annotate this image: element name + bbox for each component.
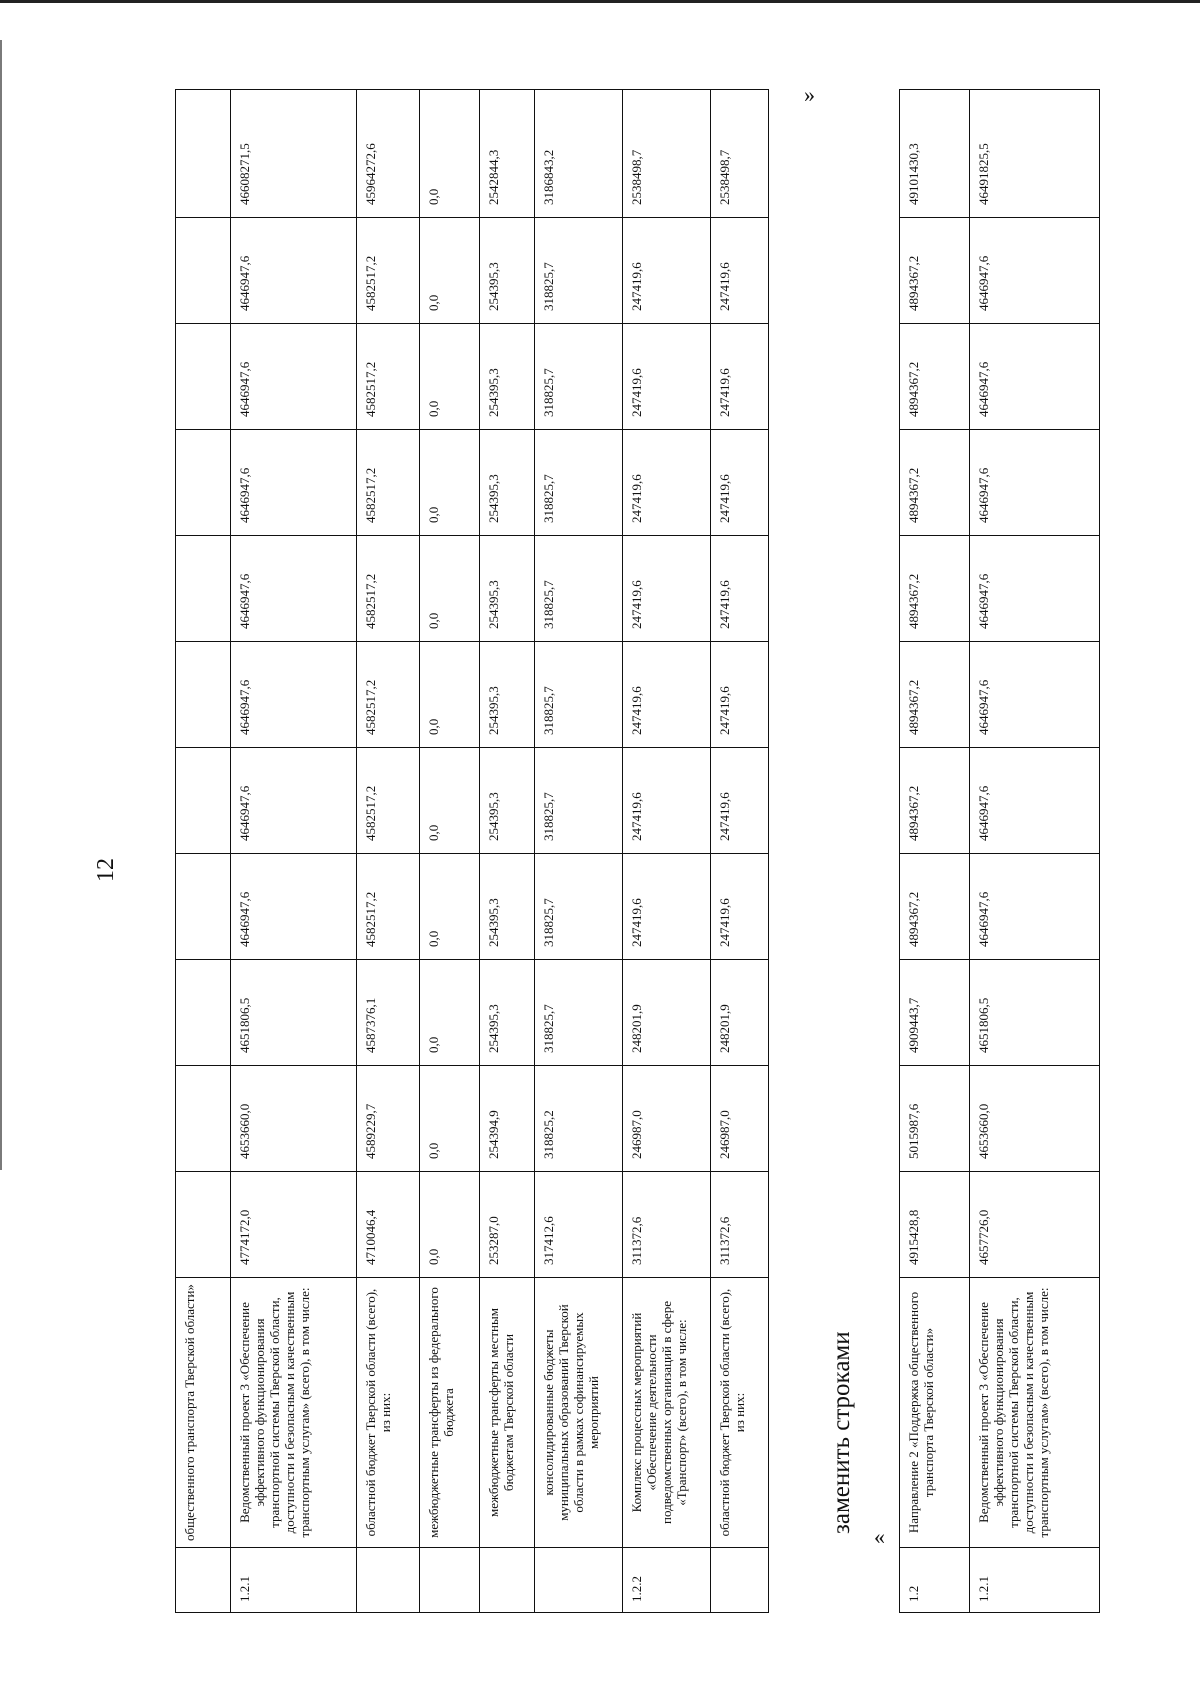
year-value-cell: 4646947,6 <box>231 748 357 854</box>
year-value-cell: 4582517,2 <box>357 536 420 642</box>
row-code-cell <box>420 1548 480 1613</box>
year-value-cell: 254395,3 <box>480 536 535 642</box>
year-value-cell <box>176 960 231 1066</box>
year-value-cell <box>176 1172 231 1278</box>
year-value-cell: 0,0 <box>420 748 480 854</box>
total-value-cell: 46491825,5 <box>970 90 1100 218</box>
year-value-cell: 318825,7 <box>535 960 623 1066</box>
table-row <box>420 90 480 1613</box>
year-value-cell: 318825,7 <box>535 748 623 854</box>
year-value-cell: 4582517,2 <box>357 430 420 536</box>
total-value-cell: 45964272,6 <box>357 90 420 218</box>
row-description-cell: Ведомственный проект 3 «Обеспечение эффективного функционирования транспортной системы Тверской области, доступности и безопасным и качественным транспортным услугам» (всего), в том числе: <box>970 1278 1100 1548</box>
year-value-cell: 4653660,0 <box>231 1066 357 1172</box>
row-code-cell <box>357 1548 420 1613</box>
year-value-cell: 4894367,2 <box>900 748 970 854</box>
year-value-cell: 4646947,6 <box>970 642 1100 748</box>
year-value-cell: 254395,3 <box>480 748 535 854</box>
year-value-cell: 0,0 <box>420 430 480 536</box>
year-value-cell: 318825,2 <box>535 1066 623 1172</box>
total-value-cell: 2542844,3 <box>480 90 535 218</box>
year-value-cell: 318825,7 <box>535 536 623 642</box>
year-value-cell: 4582517,2 <box>357 642 420 748</box>
year-value-cell: 246987,0 <box>711 1066 769 1172</box>
year-value-cell: 254395,3 <box>480 430 535 536</box>
total-value-cell: 2538498,7 <box>623 90 711 218</box>
year-value-cell: 4894367,2 <box>900 854 970 960</box>
year-value-cell: 4646947,6 <box>970 324 1100 430</box>
year-value-cell: 317412,6 <box>535 1172 623 1278</box>
table-row <box>970 90 1100 1613</box>
year-value-cell: 254395,3 <box>480 960 535 1066</box>
year-value-cell: 247419,6 <box>711 536 769 642</box>
year-value-cell: 4646947,6 <box>231 642 357 748</box>
table-row <box>480 90 535 1613</box>
row-description-cell: межбюджетные трансферты местным бюджетам Тверской области <box>480 1278 535 1548</box>
year-value-cell: 4774172,0 <box>231 1172 357 1278</box>
row-code-cell: 1.2.1 <box>970 1548 1100 1613</box>
year-value-cell: 254394,9 <box>480 1066 535 1172</box>
year-value-cell: 318825,7 <box>535 642 623 748</box>
page-number: 12 <box>93 858 119 882</box>
total-value-cell: 3186843,2 <box>535 90 623 218</box>
row-code-cell: 1.2 <box>900 1548 970 1613</box>
year-value-cell: 4651806,5 <box>970 960 1100 1066</box>
year-value-cell: 4646947,6 <box>970 748 1100 854</box>
row-description-cell: областной бюджет Тверской области (всего), из них: <box>357 1278 420 1548</box>
year-value-cell: 4646947,6 <box>231 854 357 960</box>
year-value-cell: 0,0 <box>420 960 480 1066</box>
year-value-cell: 0,0 <box>420 218 480 324</box>
table-row <box>900 90 970 1613</box>
year-value-cell: 4646947,6 <box>231 218 357 324</box>
table-row <box>623 90 711 1613</box>
year-value-cell: 247419,6 <box>623 748 711 854</box>
year-value-cell: 0,0 <box>420 1066 480 1172</box>
scan-edge-top <box>0 0 1200 3</box>
year-value-cell: 318825,7 <box>535 324 623 430</box>
year-value-cell: 253287,0 <box>480 1172 535 1278</box>
year-value-cell: 4653660,0 <box>970 1066 1100 1172</box>
year-value-cell: 4646947,6 <box>231 324 357 430</box>
year-value-cell: 0,0 <box>420 536 480 642</box>
year-value-cell: 247419,6 <box>623 854 711 960</box>
row-description-cell: Ведомственный проект 3 «Обеспечение эффективного функционирования транспортной системы Тверской области, доступности и безопасным и качественным транспортным услугам» (всего), в том числе: <box>231 1278 357 1548</box>
year-value-cell: 4894367,2 <box>900 536 970 642</box>
year-value-cell: 4646947,6 <box>970 430 1100 536</box>
year-value-cell: 318825,7 <box>535 854 623 960</box>
year-value-cell: 0,0 <box>420 642 480 748</box>
year-value-cell: 247419,6 <box>711 854 769 960</box>
table-row <box>535 90 623 1613</box>
budget-table-top <box>175 89 769 1613</box>
year-value-cell: 4646947,6 <box>970 536 1100 642</box>
year-value-cell: 4646947,6 <box>970 854 1100 960</box>
scan-edge-left <box>0 40 2 1170</box>
year-value-cell <box>176 218 231 324</box>
year-value-cell <box>176 854 231 960</box>
year-value-cell <box>176 642 231 748</box>
year-value-cell: 318825,7 <box>535 430 623 536</box>
year-value-cell: 4657726,0 <box>970 1172 1100 1278</box>
year-value-cell: 246987,0 <box>623 1066 711 1172</box>
total-value-cell <box>176 90 231 218</box>
year-value-cell: 247419,6 <box>711 748 769 854</box>
year-value-cell: 4894367,2 <box>900 430 970 536</box>
year-value-cell: 4582517,2 <box>357 324 420 430</box>
row-description-cell: межбюджетные трансферты из федерального бюджета <box>420 1278 480 1548</box>
year-value-cell <box>176 324 231 430</box>
year-value-cell: 248201,9 <box>711 960 769 1066</box>
opening-quote-mark: « <box>874 1524 885 1549</box>
row-code-cell: 1.2.2 <box>623 1548 711 1613</box>
total-value-cell: 46608271,5 <box>231 90 357 218</box>
year-value-cell: 247419,6 <box>623 536 711 642</box>
year-value-cell <box>176 536 231 642</box>
year-value-cell: 4894367,2 <box>900 218 970 324</box>
year-value-cell: 4646947,6 <box>231 430 357 536</box>
row-description-cell: Комплекс процессных мероприятий «Обеспечение деятельности подведомственных организаций в сфере «Транспорт» (всего), в том числе: <box>623 1278 711 1548</box>
year-value-cell: 4589229,7 <box>357 1066 420 1172</box>
year-value-cell: 4915428,8 <box>900 1172 970 1278</box>
year-value-cell: 4582517,2 <box>357 218 420 324</box>
year-value-cell: 247419,6 <box>623 324 711 430</box>
year-value-cell: 0,0 <box>420 854 480 960</box>
year-value-cell: 0,0 <box>420 1172 480 1278</box>
year-value-cell: 4646947,6 <box>231 536 357 642</box>
budget-table-bottom <box>899 89 1100 1613</box>
row-code-cell <box>535 1548 623 1613</box>
year-value-cell: 4894367,2 <box>900 642 970 748</box>
year-value-cell: 248201,9 <box>623 960 711 1066</box>
year-value-cell: 247419,6 <box>623 218 711 324</box>
row-description-cell: областной бюджет Тверской области (всего), из них: <box>711 1278 769 1548</box>
year-value-cell: 4651806,5 <box>231 960 357 1066</box>
year-value-cell: 4710046,4 <box>357 1172 420 1278</box>
replace-instruction: заменить строками <box>828 1331 855 1534</box>
year-value-cell: 4894367,2 <box>900 324 970 430</box>
year-value-cell: 311372,6 <box>711 1172 769 1278</box>
year-value-cell: 247419,6 <box>711 324 769 430</box>
row-code-cell <box>480 1548 535 1613</box>
year-value-cell: 5015987,6 <box>900 1066 970 1172</box>
year-value-cell: 311372,6 <box>623 1172 711 1278</box>
year-value-cell: 4582517,2 <box>357 748 420 854</box>
table-row <box>357 90 420 1613</box>
total-value-cell: 49101430,3 <box>900 90 970 218</box>
row-code-cell: 1.2.1 <box>231 1548 357 1613</box>
year-value-cell: 247419,6 <box>623 642 711 748</box>
year-value-cell: 247419,6 <box>711 430 769 536</box>
row-description-cell: консолидированные бюджеты муниципальных образований Тверской области в рамках софинансируемых мероприятий <box>535 1278 623 1548</box>
year-value-cell: 254395,3 <box>480 324 535 430</box>
year-value-cell: 254395,3 <box>480 854 535 960</box>
year-value-cell: 4909443,7 <box>900 960 970 1066</box>
table-row <box>231 90 357 1613</box>
total-value-cell: 0,0 <box>420 90 480 218</box>
year-value-cell: 318825,7 <box>535 218 623 324</box>
year-value-cell: 4646947,6 <box>970 218 1100 324</box>
year-value-cell: 254395,3 <box>480 642 535 748</box>
year-value-cell: 4587376,1 <box>357 960 420 1066</box>
table-row <box>176 90 231 1613</box>
closing-quote-mark: » <box>804 82 815 107</box>
year-value-cell: 247419,6 <box>711 218 769 324</box>
row-description-cell: общественного транспорта Тверской области» <box>176 1278 231 1548</box>
year-value-cell: 247419,6 <box>711 642 769 748</box>
year-value-cell: 254395,3 <box>480 218 535 324</box>
total-value-cell: 2538498,7 <box>711 90 769 218</box>
table-row <box>711 90 769 1613</box>
year-value-cell <box>176 1066 231 1172</box>
row-code-cell <box>711 1548 769 1613</box>
year-value-cell <box>176 430 231 536</box>
year-value-cell: 4582517,2 <box>357 854 420 960</box>
row-code-cell <box>176 1548 231 1613</box>
year-value-cell: 247419,6 <box>623 430 711 536</box>
row-description-cell: Направление 2 «Поддержка общественного транспорта Тверской области» <box>900 1278 970 1548</box>
year-value-cell <box>176 748 231 854</box>
year-value-cell: 0,0 <box>420 324 480 430</box>
